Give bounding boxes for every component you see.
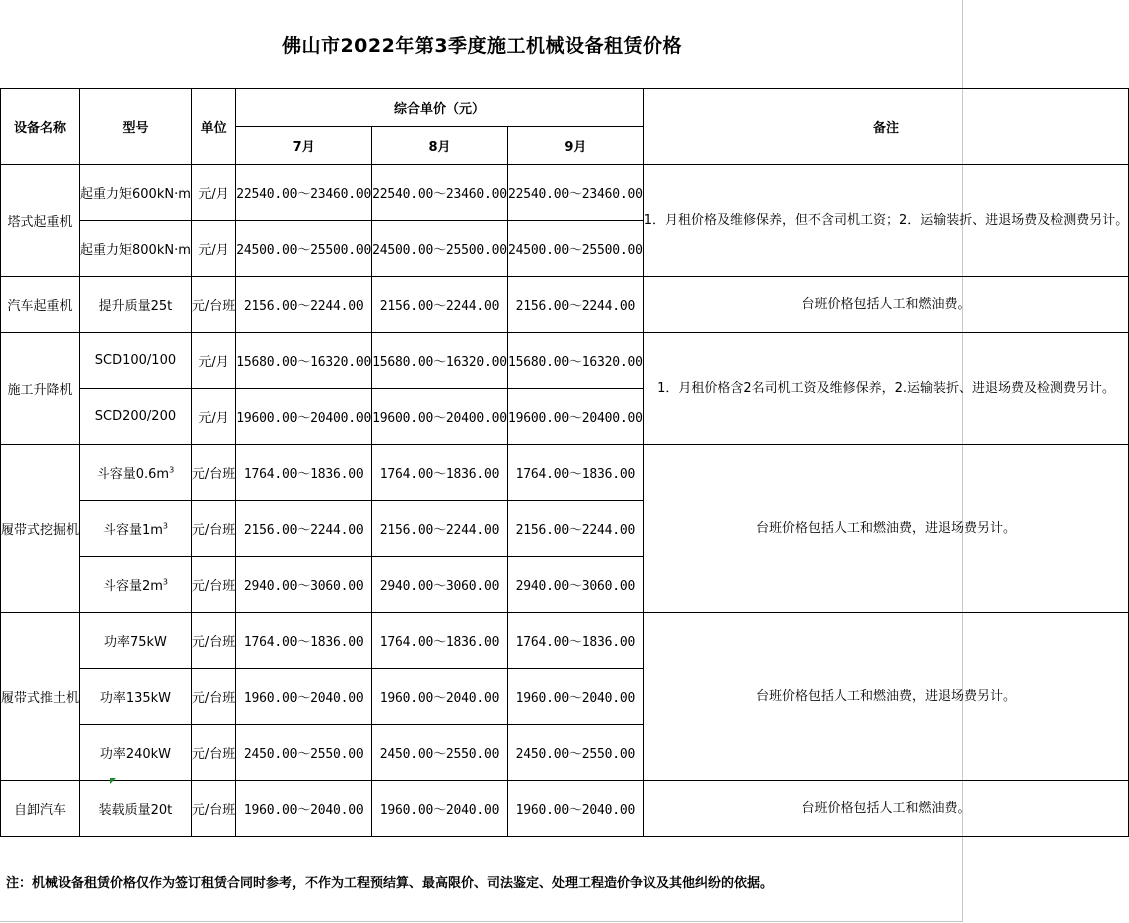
model-cell (80, 557, 192, 613)
header-price-group: 综合单价（元） (236, 89, 643, 127)
unit-cell: 元/月 (191, 221, 235, 277)
model-cell (80, 613, 192, 669)
model-cell (80, 725, 192, 781)
model-cell (80, 165, 192, 221)
price-july: 1764.00～1836.00 (236, 445, 372, 501)
model-text: 功率135kW (99, 691, 172, 706)
price-july: 19600.00～20400.00 (236, 389, 372, 445)
model-text: 起重力矩600kN·m (80, 187, 191, 202)
header-month-7: 7月 (236, 127, 372, 165)
model-text: 起重力矩800kN·m (80, 243, 191, 258)
unit-cell: 元/台班 (191, 501, 235, 557)
equipment-name: 施工升降机 (1, 333, 80, 445)
model-cell (80, 389, 192, 445)
model-cell (80, 445, 192, 501)
unit-cell: 元/月 (191, 333, 235, 389)
price-july: 1960.00～2040.00 (236, 669, 372, 725)
model-cell (80, 333, 192, 389)
equipment-name: 自卸汽车 (1, 781, 80, 837)
price-table (0, 88, 1129, 837)
price-september: 15680.00～16320.00 (507, 333, 643, 389)
price-july: 1960.00～2040.00 (236, 781, 372, 837)
header-model: 型号 (80, 89, 192, 165)
equipment-name: 履带式挖掘机 (1, 445, 80, 613)
unit-cell: 元/台班 (191, 669, 235, 725)
header-note: 备注 (643, 89, 1129, 165)
unit-cell: 元/月 (191, 165, 235, 221)
price-september: 2156.00～2244.00 (507, 277, 643, 333)
price-september: 2940.00～3060.00 (507, 557, 643, 613)
model-text: SCD200/200 (94, 409, 177, 424)
header-month-9: 9月 (507, 127, 643, 165)
price-september: 24500.00～25500.00 (507, 221, 643, 277)
header-month-8: 8月 (372, 127, 508, 165)
price-august: 2450.00～2550.00 (372, 725, 508, 781)
unit-cell: 元/月 (191, 389, 235, 445)
model-text: 装载质量20t (98, 803, 173, 818)
price-august: 1960.00～2040.00 (372, 781, 508, 837)
price-july: 2940.00～3060.00 (236, 557, 372, 613)
remark-cell: 台班价格包括人工和燃油费。 (643, 781, 1129, 837)
price-august: 19600.00～20400.00 (372, 389, 508, 445)
remark-cell: 台班价格包括人工和燃油费，进退场费另计。 (643, 613, 1129, 781)
price-september: 1764.00～1836.00 (507, 445, 643, 501)
price-august: 1764.00～1836.00 (372, 445, 508, 501)
unit-superscript: 3 (162, 577, 168, 587)
model-text: SCD100/100 (94, 353, 177, 368)
table-row (1, 165, 1129, 221)
price-september: 22540.00～23460.00 (507, 165, 643, 221)
price-september: 2156.00～2244.00 (507, 501, 643, 557)
model-text: 提升质量25t (98, 299, 173, 314)
unit-superscript: 3 (169, 465, 175, 475)
header-unit: 单位 (191, 89, 235, 165)
table-row (1, 277, 1129, 333)
unit-cell: 元/台班 (191, 445, 235, 501)
price-july: 1764.00～1836.00 (236, 613, 372, 669)
table-row (1, 445, 1129, 501)
price-july: 2156.00～2244.00 (236, 501, 372, 557)
equipment-name: 汽车起重机 (1, 277, 80, 333)
page-title: 佛山市2022年第3季度施工机械设备租赁价格 (281, 34, 683, 57)
price-august: 15680.00～16320.00 (372, 333, 508, 389)
model-cell (80, 221, 192, 277)
cell-comment-marker (110, 778, 116, 784)
price-august: 24500.00～25500.00 (372, 221, 508, 277)
header-row-1 (1, 89, 1129, 127)
unit-cell: 元/台班 (191, 613, 235, 669)
equipment-name: 塔式起重机 (1, 165, 80, 277)
price-september: 1960.00～2040.00 (507, 781, 643, 837)
price-july: 2450.00～2550.00 (236, 725, 372, 781)
footer-note: 注：机械设备租赁价格仅作为签订租赁合同时参考，不作为工程预结算、最高限价、司法鉴定、处理工程造价争议及其他纠纷的依据。 (6, 876, 774, 891)
remark-cell: 1．月租价格含2名司机工资及维修保养，2.运输装折、进退场费及检测费另计。 (643, 333, 1129, 445)
price-august: 1960.00～2040.00 (372, 669, 508, 725)
unit-cell: 元/台班 (191, 557, 235, 613)
model-cell (80, 669, 192, 725)
price-august: 2156.00～2244.00 (372, 501, 508, 557)
price-september: 1960.00～2040.00 (507, 669, 643, 725)
model-cell (80, 277, 192, 333)
unit-cell: 元/台班 (191, 277, 235, 333)
price-september: 2450.00～2550.00 (507, 725, 643, 781)
price-august: 1764.00～1836.00 (372, 613, 508, 669)
table-row (1, 781, 1129, 837)
price-august: 2156.00～2244.00 (372, 277, 508, 333)
model-cell (80, 781, 192, 837)
model-text: 功率240kW (99, 747, 172, 762)
model-text: 斗容量2m (102, 579, 163, 594)
remark-cell: 台班价格包括人工和燃油费。 (643, 277, 1129, 333)
remark-cell: 台班价格包括人工和燃油费，进退场费另计。 (643, 445, 1129, 613)
price-september: 19600.00～20400.00 (507, 389, 643, 445)
model-text: 斗容量0.6m (96, 467, 170, 482)
header-name: 设备名称 (1, 89, 80, 165)
unit-superscript: 3 (162, 521, 168, 531)
price-august: 22540.00～23460.00 (372, 165, 508, 221)
table-row (1, 333, 1129, 389)
price-september: 1764.00～1836.00 (507, 613, 643, 669)
unit-cell: 元/台班 (191, 725, 235, 781)
price-july: 22540.00～23460.00 (236, 165, 372, 221)
model-text: 斗容量1m (102, 523, 163, 538)
price-july: 15680.00～16320.00 (236, 333, 372, 389)
price-july: 24500.00～25500.00 (236, 221, 372, 277)
price-july: 2156.00～2244.00 (236, 277, 372, 333)
remark-cell: 1．月租价格及维修保养，但不含司机工资；2．运输装折、进退场费及检测费另计。 (643, 165, 1129, 277)
model-cell (80, 501, 192, 557)
price-august: 2940.00～3060.00 (372, 557, 508, 613)
equipment-name: 履带式推土机 (1, 613, 80, 781)
unit-cell: 元/台班 (191, 781, 235, 837)
model-text: 功率75kW (103, 635, 167, 650)
table-row (1, 613, 1129, 669)
